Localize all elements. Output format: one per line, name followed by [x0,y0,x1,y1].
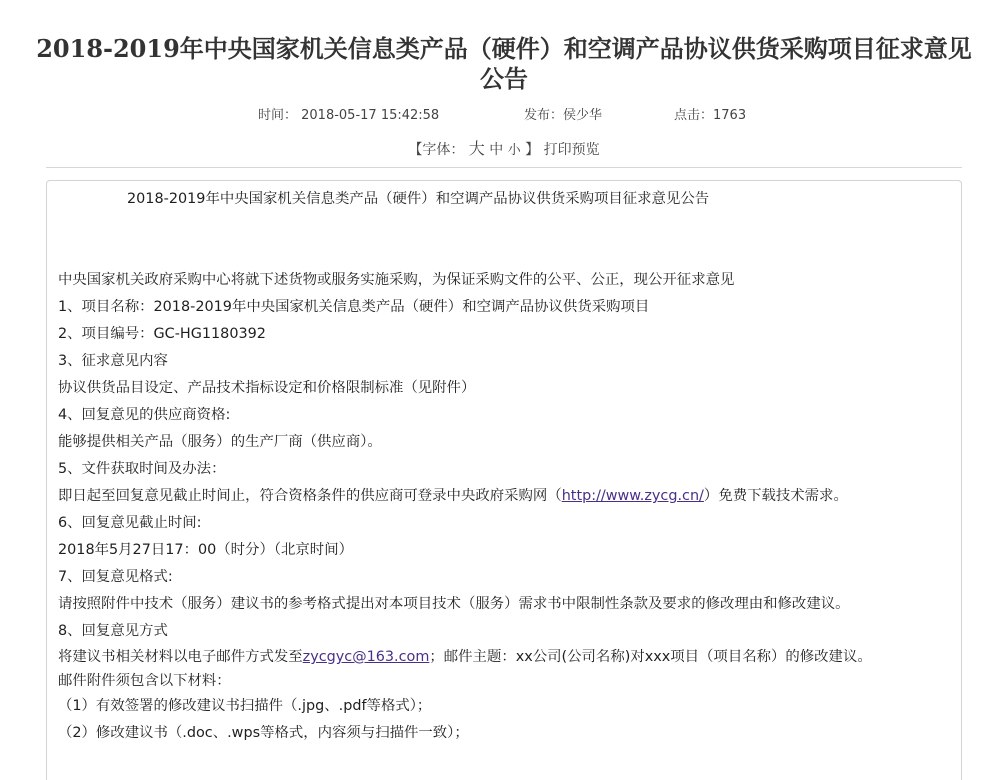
item8-body-post: ；邮件主题：xx公司(公司名称)对xxx项目（项目名称）的修改建议。 [429,649,872,665]
item5-body [58,483,958,510]
contact-email-link[interactable]: zycgyc@163.com [302,649,430,665]
blank-spacer [58,213,958,267]
item5-heading: 5、文件获取时间及办法： [58,461,226,477]
item2-project-number: 2、项目编号：GC-HG1180392 [58,326,266,342]
page-title [14,34,994,94]
attachment-item-2: （2）修改建议书（.doc、.wps等格式，内容须与扫描件一致）； [58,725,469,741]
article-meta [0,104,1008,124]
font-controls-suffix: 】 [525,142,540,158]
item5-body-post: ）免费下载技术需求。 [703,488,848,504]
item6-body: 2018年5月27日17：00（时分）（北京时间） [58,542,353,558]
print-preview-link[interactable]: 打印预览 [543,142,600,158]
font-controls-prefix: 【字体： [408,142,465,158]
attachment-item-1: （1）有效签署的修改建议书扫描件（.jpg、.pdf等格式）； [58,698,432,714]
zycg-website-link[interactable]: http://www.zycg.cn/ [561,488,704,504]
font-small-button[interactable]: 小 [507,143,521,158]
article-inner-title: 2018-2019年中央国家机关信息类产品（硬件）和空调产品协议供货采购项目征求意见公告 [127,191,710,207]
title-line-2: 公告 [480,64,528,93]
item8-body-pre: 将建议书相关材料以电子邮件方式发至 [58,649,303,665]
item4-heading: 4、回复意见的供应商资格: [58,407,231,423]
item8-body [58,645,958,669]
item5-body-pre: 即日起至回复意见截止时间止，符合资格条件的供应商可登录中央政府采购网（ [58,488,562,504]
font-large-button[interactable]: 大 [468,139,485,158]
item7-heading: 7、回复意见格式: [58,569,173,585]
hit-count: 点击：1763 [674,108,747,123]
item3-heading: 3、征求意见内容 [58,353,168,369]
article-body [58,186,958,747]
item6-heading: 6、回复意见截止时间: [58,515,202,531]
attachment-intro: 邮件附件须包含以下材料： [58,673,231,689]
item4-body: 能够提供相关产品（服务）的生产厂商（供应商）。 [58,434,382,450]
publisher: 发布：侯少华 [524,108,603,123]
font-size-controls [0,136,1008,159]
item7-body: 请按照附件中技术（服务）建议书的参考格式提出对本项目技术（服务）需求书中限制性条款及要求的修改理由和修改建议。 [58,596,850,612]
item8-heading: 8、回复意见方式 [58,623,168,639]
publish-time: 时间： 2018-05-17 15:42:58 [258,108,440,123]
intro-text: 中央国家机关政府采购中心将就下述货物或服务实施采购，为保证采购文件的公平、公正，现公开征求意见 [58,272,735,288]
header-divider [46,167,962,168]
font-medium-button[interactable]: 中 [489,142,504,158]
item1-project-name: 1、项目名称：2018-2019年中央国家机关信息类产品（硬件）和空调产品协议供货采购项目 [58,299,650,315]
title-line-1: 2018-2019年中央国家机关信息类产品（硬件）和空调产品协议供货采购项目征求意见 [36,34,972,63]
item3-body: 协议供货品目设定、产品技术指标设定和价格限制标准（见附件） [58,380,476,396]
